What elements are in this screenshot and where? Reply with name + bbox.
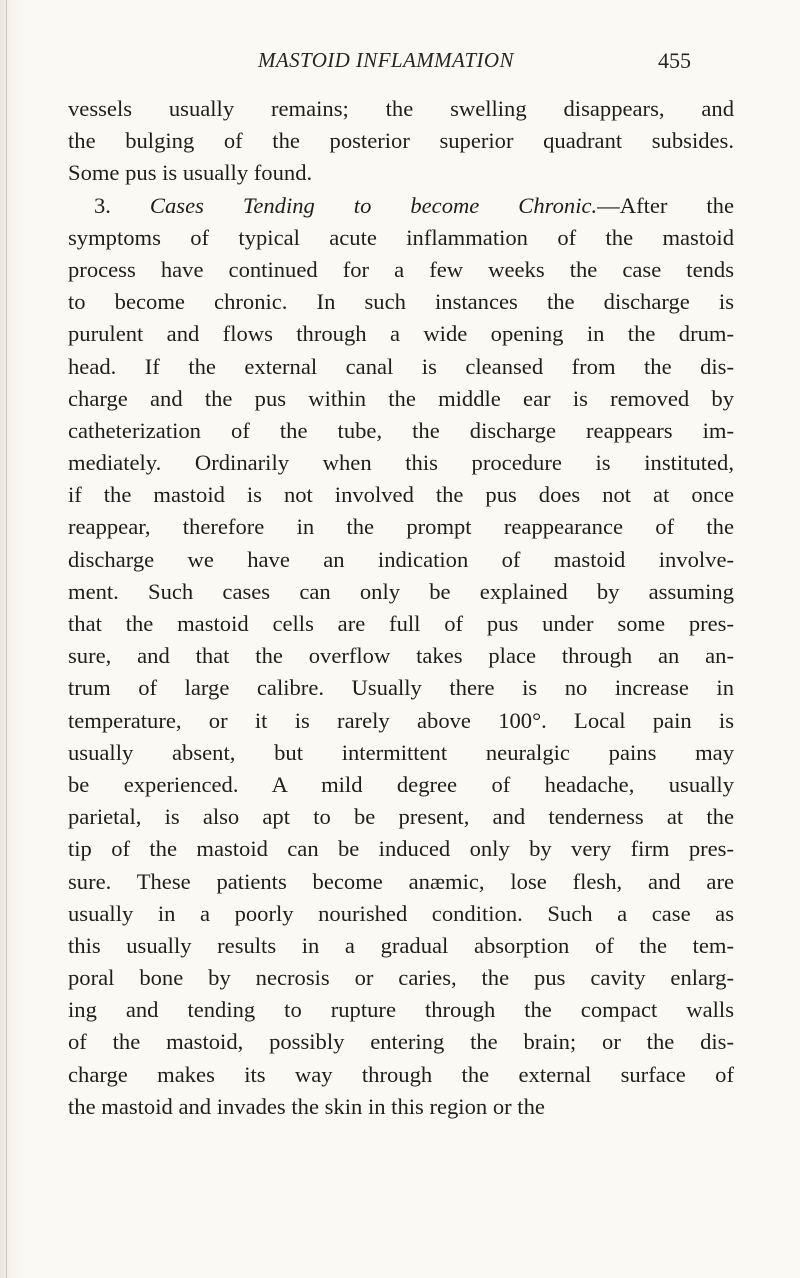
text-line: ment. Such cases can only be explained by assuming [68, 578, 734, 604]
running-head [0, 48, 800, 84]
page-number: 455 [658, 48, 691, 73]
section-heading: Cases Tending to become Chronic. [149, 192, 598, 218]
text-line: sure, and that the overflow takes place through an an- [68, 643, 734, 669]
text-line: charge makes its way through the external surface of [68, 1061, 734, 1087]
text-line: temperature, or it is rarely above 100°. Local pain is [68, 707, 734, 733]
section-heading-tail: —After the [597, 192, 734, 218]
text-line: vessels usually remains; the swelling disappears, and [68, 96, 734, 121]
text-line: usually absent, but intermittent neuralgic pains may [68, 739, 734, 765]
section-heading-line [68, 190, 734, 222]
text-line: tip of the mastoid can be induced only by very firm pres- [68, 836, 734, 862]
text-line: if the mastoid is not involved the pus does not at once [68, 482, 734, 508]
text-line: reappear, therefore in the prompt reappearance of the [68, 514, 734, 540]
text-line: trum of large calibre. Usually there is no increase in [68, 675, 734, 701]
text-line: sure. These patients become anæmic, lose flesh, and are [68, 868, 734, 894]
text-line: purulent and flows through a wide opening in the drum- [68, 321, 734, 347]
page-edge-shadow [6, 0, 7, 1278]
text-line: this usually results in a gradual absorption of the tem- [68, 932, 734, 958]
text-line: the bulging of the posterior superior quadrant subsides. [68, 128, 734, 154]
text-line: symptoms of typical acute inflammation of the mastoid [68, 224, 734, 250]
text-line: discharge we have an indication of mastoid involve- [68, 546, 734, 572]
text-line: mediately. Ordinarily when this procedure is instituted, [68, 450, 734, 476]
text-line: the mastoid and invades the skin in this region or the [68, 1093, 545, 1119]
text-line: head. If the external canal is cleansed from the dis- [68, 353, 734, 379]
text-line: parietal, is also apt to be present, and tenderness at the [68, 804, 734, 830]
text-line: process have continued for a few weeks the case tends [68, 256, 734, 282]
text-line: Some pus is usually found. [68, 160, 313, 186]
text-line: ing and tending to rupture through the compact walls [68, 997, 734, 1023]
text-line: poral bone by necrosis or caries, the pus cavity enlarg- [68, 965, 734, 991]
body-text [68, 93, 734, 1123]
text-line: to become chronic. In such instances the discharge is [68, 289, 734, 315]
text-line: charge and the pus within the middle ear is removed by [68, 385, 734, 411]
text-line: of the mastoid, possibly entering the brain; or the dis- [68, 1029, 734, 1055]
running-title: MASTOID INFLAMMATION [258, 48, 514, 72]
section-number: 3. [94, 192, 111, 218]
text-line: catheterization of the tube, the discharge reappears im- [68, 417, 734, 443]
text-line: usually in a poorly nourished condition. Such a case as [68, 900, 734, 926]
text-line: that the mastoid cells are full of pus under some pres- [68, 611, 734, 636]
text-line: be experienced. A mild degree of headache, usually [68, 771, 734, 797]
